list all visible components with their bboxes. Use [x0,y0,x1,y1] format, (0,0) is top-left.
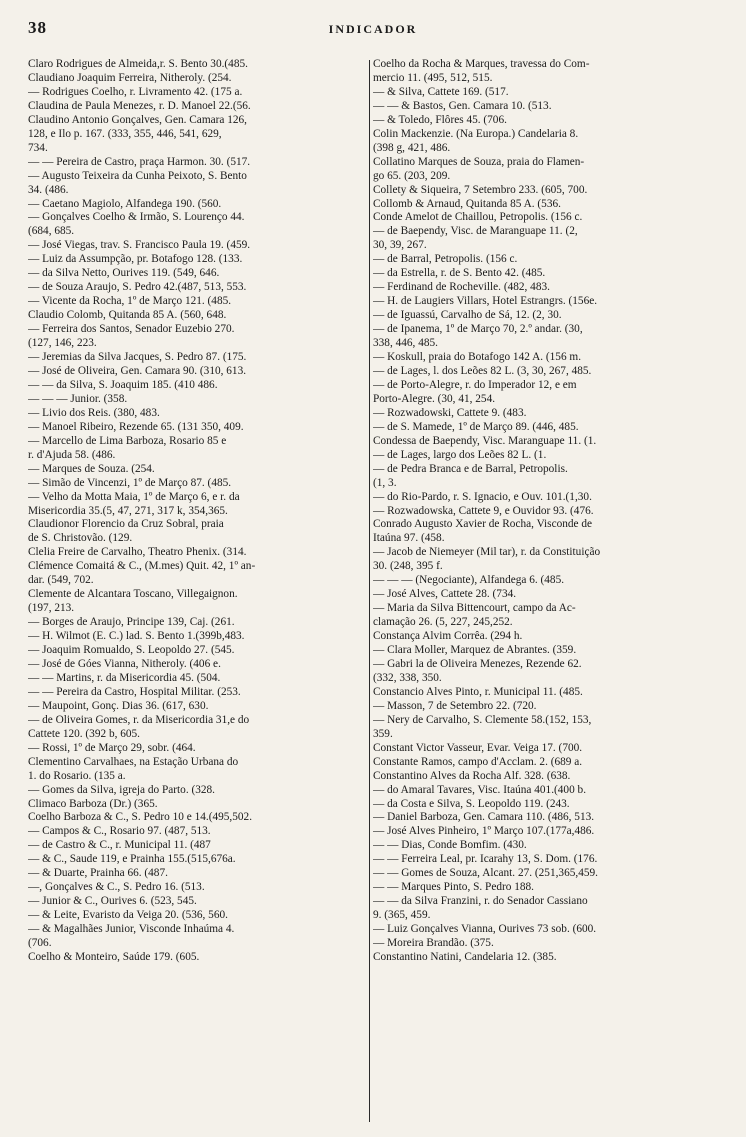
directory-entry-line: — Luiz Gonçalves Vianna, Ourives 73 sob. (600. [373,923,597,936]
directory-entry-line: — Marcello de Lima Barboza, Rosario 85 e [28,434,227,447]
directory-entry-line: — Vicente da Rocha, 1º de Março 121. (485. [28,295,232,308]
directory-entry-line: — — Marques Pinto, S. Pedro 188. [373,881,534,894]
directory-entry-line: — Velho da Motta Maia, 1º de Março 6, e r. da [28,490,240,503]
directory-entry-line: — Maupoint, Gonç. Dias 36. (617, 630. [28,699,209,712]
directory-entry-line: — Manoel Ribeiro, Rezende 65. (131 350, 409. [28,420,244,433]
directory-entry-line: — Gomes da Silva, igreja do Parto. (328. [28,783,215,796]
directory-entry-line: Condessa de Baependy, Visc. Maranguape 11. (1. [373,434,597,447]
directory-entry-line: (127, 146, 223. [28,337,97,350]
directory-entry-line: Clementino Carvalhaes, na Estação Urbana do [28,755,239,768]
directory-entry-line: — Augusto Teixeira da Cunha Peixoto, S. Bento [28,169,247,182]
directory-entry-line: — de Oliveira Gomes, r. da Misericordia 31,e do [28,713,250,726]
directory-entry-line: — Joaquim Romualdo, S. Leopoldo 27. (545. [28,644,235,657]
right-column [373,58,711,1128]
directory-entry-line: (684, 685. [28,225,75,238]
directory-entry-line: dar. (549, 702. [28,574,94,587]
directory-entry-line: Conde Amelot de Chaillou, Petropolis. (156 c. [373,211,583,224]
directory-entry-line: — Caetano Magiolo, Alfandega 190. (560. [28,197,222,210]
running-title: INDICADOR [328,22,418,36]
directory-entry-line: Constancio Alves Pinto, r. Municipal 11. (485. [373,685,583,698]
directory-entry-line: 9. (365, 459. [373,909,431,922]
directory-entry-line: — da Costa e Silva, S. Leopoldo 119. (243. [373,797,570,810]
directory-entry-line: — — da Silva, S. Joaquim 185. (410 486. [28,378,218,391]
directory-entry-line: Constante Ramos, campo d'Acclam. 2. (689 a. [373,755,583,768]
directory-entry-line: — Moreira Brandão. (375. [373,937,494,950]
directory-entry-line: — Rozwadowski, Cattete 9. (483. [373,406,527,419]
directory-entry-line: r. d'Ajuda 58. (486. [28,448,116,461]
directory-entry-line: Claudino Antonio Gonçalves, Gen. Camara 126, [28,113,247,126]
column-divider [369,60,370,1122]
left-column [28,58,366,1128]
directory-entry-line: Claudionor Florencio da Cruz Sobral, praia [28,518,224,531]
directory-entry-line: — da Silva Netto, Ourives 119. (549, 646. [28,267,220,280]
directory-entry-line: — de Souza Araujo, S. Pedro 42.(487, 513, 553. [28,281,247,294]
directory-entry-line: — — Ferreira Leal, pr. Icarahy 13, S. Dom. (176. [373,853,598,866]
directory-entry-line: — Borges de Araujo, Principe 139, Caj. (261. [28,616,235,629]
directory-entry-line: — do Amaral Tavares, Visc. Itaúna 401.(400 b. [373,783,587,796]
directory-entry-line: Claudina de Paula Menezes, r. D. Manoel 22.(56. [28,99,251,112]
directory-entry-line: — Gonçalves Coelho & Irmão, S. Lourenço 44. [28,211,245,224]
directory-entry-line: — José de Oliveira, Gen. Camara 90. (310, 613. [28,364,247,377]
directory-entry-line: 338, 446, 485. [373,337,438,350]
directory-entry-line: — Maria da Silva Bittencourt, campo da Ac- [373,602,576,615]
directory-entry-line: — — Pereira da Castro, Hospital Militar. (253. [28,685,241,698]
directory-entry-line: — — da Silva Franzini, r. do Senador Cassiano [373,895,588,908]
directory-entry-line: — de Lages, largo dos Leões 82 L. (1. [373,448,547,461]
directory-entry-line: — Daniel Barboza, Gen. Camara 110. (486, 513. [373,811,595,824]
directory-columns [28,58,708,1128]
directory-entry-line: Clelia Freire de Carvalho, Theatro Phenix. (314. [28,546,247,559]
directory-entry-line: —, Gonçalves & C., S. Pedro 16. (513. [28,881,205,894]
directory-entry-line: Collatino Marques de Souza, praia do Flamen- [373,155,585,168]
directory-entry-line: — — — Junior. (358. [28,392,128,405]
directory-entry-line: — Gabri la de Oliveira Menezes, Rezende 62. [373,657,582,670]
directory-entry-line: 359. [373,727,393,740]
directory-entry-line: — — Dias, Conde Bomfim. (430. [373,839,527,852]
directory-entry-line: — José Viegas, trav. S. Francisco Paula 19. (459. [28,239,251,252]
directory-entry-line: (197, 213. [28,602,75,615]
directory-entry-line: — H. de Laugiers Villars, Hotel Estrangrs. (156e. [373,295,598,308]
directory-entry-line: 34. (486. [28,183,69,196]
directory-entry-line: — de Barral, Petropolis. (156 c. [373,253,518,266]
directory-entry-line: — Simão de Vincenzi, 1º de Março 87. (485. [28,476,232,489]
directory-entry-line: — de Iguassú, Carvalho de Sá, 12. (2, 30. [373,309,562,322]
directory-entry-line: — Luiz da Assumpção, pr. Botafogo 128. (133. [28,253,243,266]
directory-entry-line: 734. [28,141,48,154]
directory-entry-line: — Campos & C., Rosario 97. (487, 513. [28,825,211,838]
directory-entry-line: Colin Mackenzie. (Na Europa.) Candelaria 8. [373,127,579,140]
directory-entry-line: Claudio Colomb, Quitanda 85 A. (560, 648. [28,309,227,322]
directory-entry-line: — & Magalhães Junior, Visconde Inhaúma 4. [28,923,235,936]
directory-entry-line: Constantino Alves da Rocha Alf. 328. (638. [373,769,571,782]
directory-entry-line: — Jeremias da Silva Jacques, S. Pedro 87. (175. [28,351,247,364]
directory-entry-line: Constantino Natini, Candelaria 12. (385. [373,951,557,963]
directory-entry-line: — — & Bastos, Gen. Camara 10. (513. [373,99,552,112]
directory-entry-line: — de Castro & C., r. Municipal 11. (487 [28,839,211,852]
directory-entry-line: — Nery de Carvalho, S. Clemente 58.(152, 153, [373,713,592,726]
directory-entry-line: Climaco Barboza (Dr.) (365. [28,797,158,810]
directory-entry-line: — Livio dos Reis. (380, 483. [28,406,160,419]
directory-entry-line: — José Alves Pinheiro, 1º Março 107.(177a,486. [373,825,595,838]
directory-entry-line: — de Porto-Alegre, r. do Imperador 12, e em [373,378,577,391]
directory-entry-line: Constança Alvim Corrêa. (294 h. [373,630,523,643]
directory-entry-line: mercio 11. (495, 512, 515. [373,71,493,84]
directory-entry-line: 30, 39, 267. [373,239,427,252]
directory-entry-line: — Clara Moller, Marquez de Abrantes. (359. [373,644,577,657]
page-number: 38 [28,18,47,37]
directory-entry-line: Coelho Barboza & C., S. Pedro 10 e 14.(495,502. [28,811,253,824]
directory-entry-line: (398 g, 421, 486. [373,141,451,154]
directory-entry-line: — — — (Negociante), Alfandega 6. (485. [373,574,565,587]
directory-entry-line: — — Martins, r. da Misericordia 45. (504. [28,671,221,684]
directory-entry-line: go 65. (203, 209. [373,169,451,182]
directory-entry-line: — Ferreira dos Santos, Senador Euzebio 270. [28,323,235,336]
directory-entry-line: Collety & Siqueira, 7 Setembro 233. (605, 700. [373,183,588,196]
directory-entry-line: — Masson, 7 de Setembro 22. (720. [373,699,537,712]
directory-entry-line: — Koskull, praia do Botafogo 142 A. (156 m. [373,351,582,364]
directory-entry-line: — Marques de Souza. (254. [28,462,155,475]
directory-entry-line: — — Pereira de Castro, praça Harmon. 30. (517. [28,155,251,168]
directory-entry-line: — — Gomes de Souza, Alcant. 27. (251,365,459. [373,867,598,880]
directory-entry-line: Coelho da Rocha & Marques, travessa do Com- [373,58,590,70]
directory-entry-line: — Junior & C., Ourives 6. (523, 545. [28,895,197,908]
directory-entry-line: Misericordia 35.(5, 47, 271, 317 k, 354,365. [28,504,228,517]
directory-entry-line: Porto-Alegre. (30, 41, 254. [373,392,496,405]
directory-entry-line: Coelho & Monteiro, Saúde 179. (605. [28,951,200,963]
directory-entry-line: (706. [28,937,52,950]
directory-entry-line: Cattete 120. (392 b, 605. [28,727,141,740]
directory-entry-line: — de S. Mamede, 1º de Março 89. (446, 485. [373,420,579,433]
directory-entry-line: — & Duarte, Prainha 66. (487. [28,867,168,880]
directory-entry-line: — José Alves, Cattete 28. (734. [373,588,517,601]
directory-entry-line: — Ferdinand de Rocheville. (482, 483. [373,281,550,294]
directory-entry-line: — do Rio-Pardo, r. S. Ignacio, e Ouv. 101.(1,30. [373,490,592,503]
page-header [28,10,718,40]
directory-entry-line: — Rodrigues Coelho, r. Livramento 42. (175 a. [28,85,243,98]
directory-entry-line: clamação 26. (5, 227, 245,252. [373,616,513,629]
directory-entry-line: 30. (248, 395 f. [373,560,443,573]
directory-entry-line: Constant Victor Vasseur, Evar. Veiga 17. (700. [373,741,583,754]
directory-entry-line: — de Lages, l. dos Leões 82 L. (3, 30, 267, 485. [373,364,592,377]
directory-entry-line: 1. do Rosario. (135 a. [28,769,126,782]
directory-entry-line: Conrado Augusto Xavier de Rocha, Visconde de [373,518,593,531]
directory-entry-line: — de Ipanema, 1º de Março 70, 2.º andar. (30, [373,323,583,336]
directory-entry-line: — & C., Saude 119, e Prainha 155.(515,676a. [28,853,236,866]
directory-entry-line: 128, e Ilo p. 167. (333, 355, 446, 541, 629, [28,127,222,140]
directory-entry-line: — da Estrella, r. de S. Bento 42. (485. [373,267,546,280]
directory-entry-line: (332, 338, 350. [373,671,442,684]
directory-entry-line: — de Baependy, Visc. de Maranguape 11. (2, [373,225,578,238]
directory-entry-line: — de Pedra Branca e de Barral, Petropolis. [373,462,568,475]
directory-entry-line: Claro Rodrigues de Almeida,r. S. Bento 30.(485. [28,58,248,70]
directory-entry-line: Clemente de Alcantara Toscano, Villegaignon. [28,588,238,601]
directory-entry-line: Itaúna 97. (458. [373,532,445,545]
directory-entry-line: — & Leite, Evaristo da Veiga 20. (536, 560. [28,909,228,922]
directory-entry-line: — Rossi, 1º de Março 29, sobr. (464. [28,741,196,754]
directory-entry-line: Clémence Comaitá & C., (M.mes) Quit. 42, 1º an- [28,560,256,573]
directory-entry-line: — & Toledo, Flôres 45. (706. [373,113,507,126]
directory-entry-line: Collomb & Arnaud, Quitanda 85 A. (536. [373,197,561,210]
directory-entry-line: — José de Góes Vianna, Nitheroly. (406 e. [28,657,221,670]
directory-entry-line: de S. Christovão. (129. [28,532,133,545]
directory-entry-line: Claudiano Joaquim Ferreira, Nitheroly. (254. [28,71,232,84]
directory-entry-line: — Rozwadowska, Cattete 9, e Ouvidor 93. (476. [373,504,594,517]
directory-entry-line: (1, 3. [373,476,397,489]
directory-entry-line: — Jacob de Niemeyer (Mil tar), r. da Constituição [373,546,601,559]
directory-entry-line: — & Silva, Cattete 169. (517. [373,85,509,98]
directory-entry-line: — H. Wilmot (E. C.) lad. S. Bento 1.(399b,483. [28,630,245,643]
